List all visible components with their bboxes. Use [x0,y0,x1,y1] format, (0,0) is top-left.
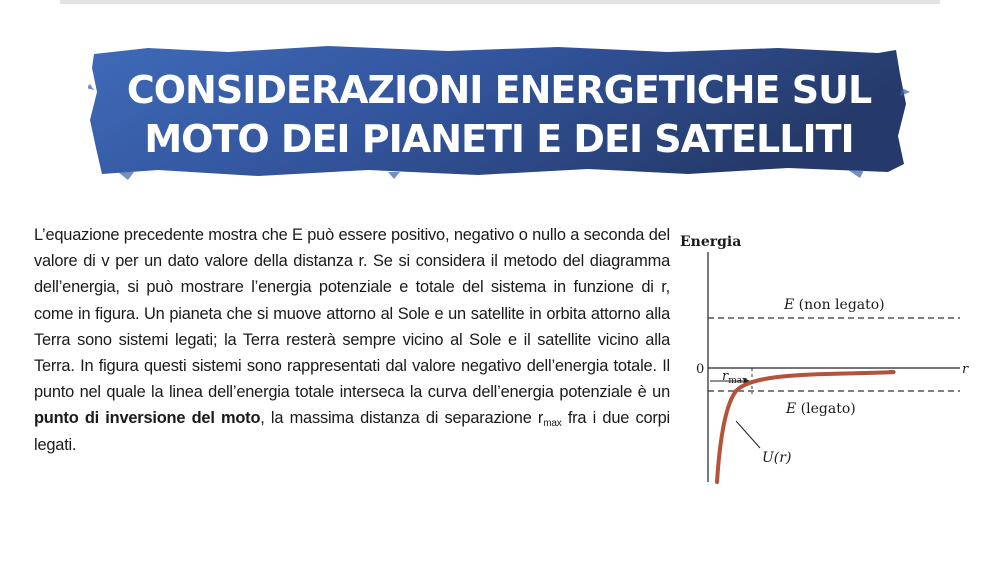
title-banner [88,44,910,180]
rmax-subscript: max [543,418,562,430]
slide-title-line-2: MOTO DEI PIANETI E DEI SATELLITI [144,117,854,161]
top-divider [60,0,940,4]
energy-diagram [676,226,976,488]
curve-label-leader [736,421,760,448]
x-axis-label: r [962,362,969,377]
zero-label: 0 [696,362,705,377]
potential-curve-label: U(r) [762,450,792,466]
paragraph-text: L’equazione precedente mostra che E può essere positivo, negativo o nullo a seconda del valore di v per un dato valore della distanza r. Se si considera il metodo del diagramma dell’energia, si può mostrare l’energia potenziale e totale del sistema in funzione di r, come in figura. Un pianeta che si muove attorno al Sole e un satellite in orbita attorno alla Terra sono sistemi legati; la Terra resterà sempre vicino al Sole e il satellite vicino alla Terra. In figura questi sistemi sono rappresentati dal valore negativo dell’energia totale. Il punto nel quale la linea dell’energia totale interseca la curva dell’energia potenziale è un [34,226,670,402]
turning-point-term: punto di inversione del moto [34,409,261,428]
slide-title [108,66,890,164]
potential-energy-curve [717,372,894,482]
paragraph-text-cont: , la massima distanza di separazione r [260,409,544,428]
bound-energy-label: E (legato) [786,401,856,417]
paragraph-text-end: fra i due corpi legati. [34,409,670,454]
explanation-paragraph [34,222,670,458]
slide-title-line-1: CONSIDERAZIONI ENERGETICHE SUL [126,68,872,112]
unbound-energy-label: E (non legato) [784,297,885,313]
y-axis-label: Energia [680,234,742,250]
rmax-label: $r_{max}$ [722,369,748,386]
